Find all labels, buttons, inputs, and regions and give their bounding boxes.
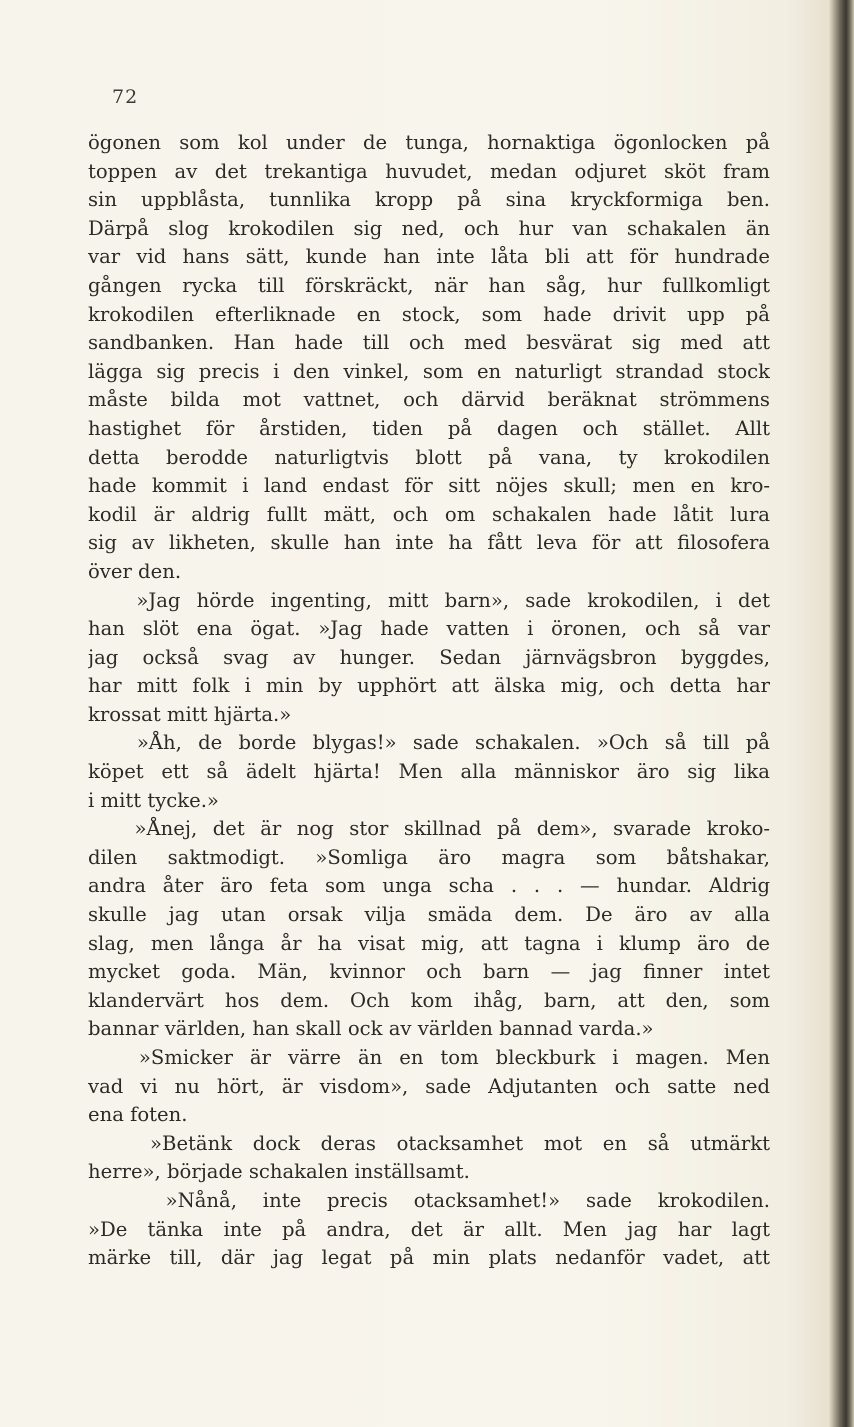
text-line: jag också svag av hunger. Sedan järnvägsbron byggdes, — [88, 645, 770, 669]
text-line: »Åh, de borde blygas!» sade schakalen. »Och så till på — [88, 731, 770, 755]
text-line: dilen saktmodigt. »Somliga äro magra som båtshakar, — [88, 845, 770, 869]
text-line: köpet ett så ädelt hjärta! Men alla människor äro sig lika — [88, 760, 770, 784]
text-line: toppen av det trekantiga huvudet, medan odjuret sköt fram — [88, 159, 770, 183]
text-line: ena foten. — [88, 1103, 188, 1127]
text-line: sig av likheten, skulle han inte ha fått leva för att filosofera — [88, 531, 770, 555]
text-line: vad vi nu hört, är visdom», sade Adjutanten och satte ned — [88, 1074, 770, 1098]
text-line: i mitt tycke.» — [88, 788, 219, 812]
text-line: måste bilda mot vattnet, och därvid beräknat strömmens — [88, 388, 770, 412]
text-line: »Jag hörde ingenting, mitt barn», sade krokodilen, i det — [88, 588, 770, 612]
text-line: han slöt ena ögat. »Jag hade vatten i öronen, och så var — [88, 617, 770, 641]
page-number: 72 — [112, 86, 139, 108]
text-line: sin uppblåsta, tunnlika kropp på sina kryckformiga ben. — [88, 188, 770, 212]
text-line: bannar världen, han skall ock av världen bannad varda.» — [88, 1017, 654, 1041]
text-line: över den. — [88, 559, 182, 583]
text-line: detta berodde naturligtvis blott på vana, ty krokodilen — [88, 445, 770, 469]
text-line: gången rycka till förskräckt, när han såg, hur fullkomligt — [88, 273, 770, 297]
text-line: har mitt folk i min by upphört att älska mig, och detta har — [88, 674, 770, 698]
text-line: krokodilen efterliknade en stock, som hade drivit upp på — [88, 302, 770, 326]
text-line: mycket goda. Män, kvinnor och barn — jag finner intet — [88, 960, 770, 984]
text-line: skulle jag utan orsak vilja smäda dem. De äro av alla — [88, 903, 770, 927]
text-line: märke till, där jag legat på min plats nedanför vadet, att — [88, 1246, 770, 1270]
body-text — [88, 129, 770, 1273]
text-line: var vid hans sätt, kunde han inte låta bli att för hundrade — [88, 245, 770, 269]
text-line: krossat mitt hjärta.» — [88, 702, 292, 726]
book-binding-edge — [818, 0, 854, 1427]
text-line: klandervärt hos dem. Och kom ihåg, barn, att den, som — [88, 988, 770, 1012]
text-line: kodil är aldrig fullt mätt, och om schakalen hade låtit lura — [88, 502, 770, 526]
text-line: lägga sig precis i den vinkel, som en naturligt strandad stock — [88, 359, 770, 383]
text-line: »Ånej, det är nog stor skillnad på dem», svarade kroko- — [88, 817, 770, 841]
text-line: slag, men långa år ha visat mig, att tagna i klump äro de — [88, 931, 770, 955]
text-line: Därpå slog krokodilen sig ned, och hur van schakalen än — [88, 216, 770, 240]
text-line: »Smicker är värre än en tom bleckburk i magen. Men — [88, 1046, 770, 1069]
text-line: »Nånå, inte precis otacksamhet!» sade krokodilen. — [88, 1188, 770, 1212]
text-line: herre», började schakalen inställsamt. — [88, 1160, 470, 1184]
text-line: andra åter äro feta som unga scha . . . — hundar. Aldrig — [88, 874, 770, 898]
text-line: »De tänka inte på andra, det är allt. Men jag har lagt — [88, 1217, 770, 1241]
text-line: hastighet för årstiden, tiden på dagen och stället. Allt — [88, 416, 770, 440]
text-line: sandbanken. Han hade till och med besvärat sig med att — [88, 331, 770, 355]
text-line: ögonen som kol under de tunga, hornaktiga ögonlocken på — [88, 131, 770, 154]
text-line: »Betänk dock deras otacksamhet mot en så utmärkt — [88, 1131, 770, 1155]
text-line: hade kommit i land endast för sitt nöjes skull; men en kro- — [88, 474, 770, 498]
